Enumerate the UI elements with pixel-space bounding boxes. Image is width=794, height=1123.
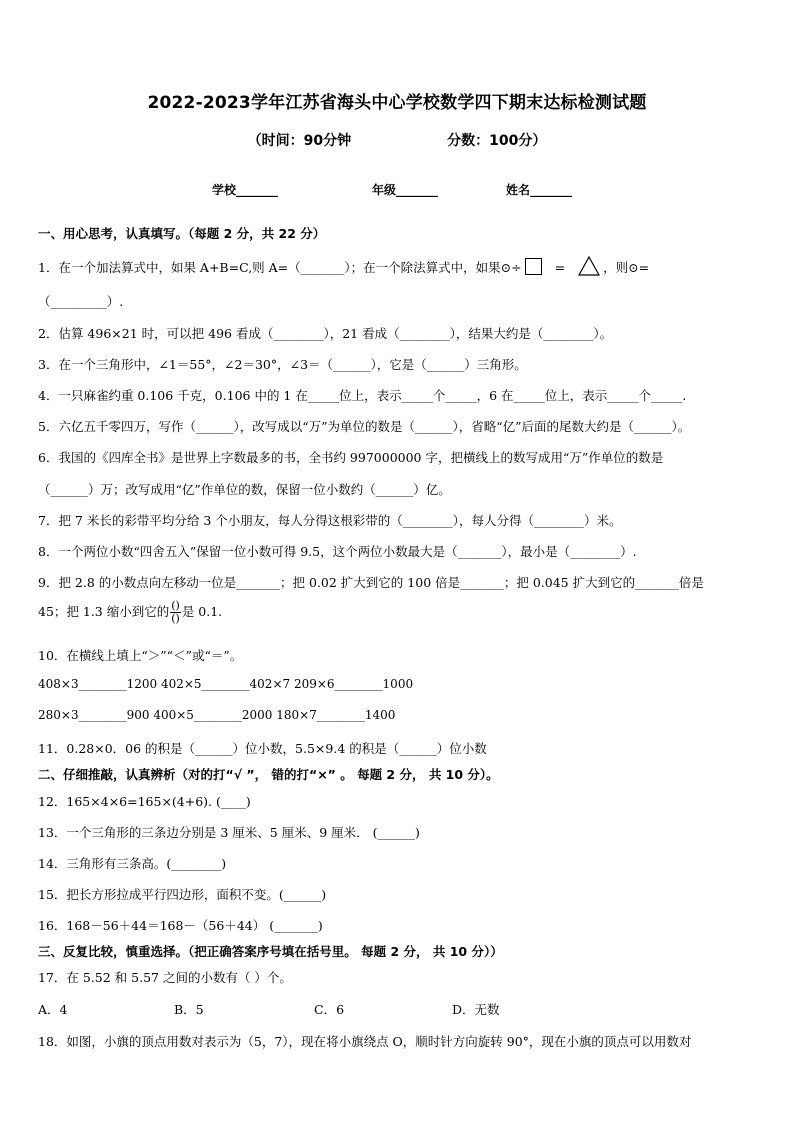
question-12: 12．165×4×6=165×(4+6). (____) [38,794,251,809]
option-b: B．5 [174,1002,204,1017]
question-1-cont: （_________）. [38,294,124,309]
option-a: A．4 [38,1002,68,1017]
school-field[interactable]: 学校_______ [212,183,279,197]
option-d: D．无数 [452,1002,500,1017]
question-6-cont: （______）万；改写成用“亿”作单位的数，保留一位小数约（______）亿。 [38,482,451,497]
question-9: 9．把 2.8 的小数点向左移动一位是_______；把 0.02 扩大到它的 100 倍是_______；把 0.045 扩大到它的_______倍是 [38,575,704,590]
question-2: 2．估算 496×21 时，可以把 496 看成（________），21 看成（________），结果大约是（________）。 [38,326,613,341]
section-heading-1: 一、用心思考，认真填写。（每题 2 分，共 22 分） [38,226,326,241]
question-1: 1．在一个加法算式中，如果 A+B=C,则 A=（_______）；在一个除法算式中，如果⊙÷ = ，则⊙= [38,256,649,276]
question-14: 14．三角形有三条高。(________) [38,856,227,871]
question-3: 3．在一个三角形中，∠1＝55°，∠2＝30°，∠3＝（______），它是（______）三角形。 [38,357,527,372]
question-15: 15．把长方形拉成平行四边形，面积不变。(______) [38,887,327,902]
grade-field[interactable]: 年级_______ [372,183,439,197]
section-heading-3: 三、反复比较，慎重选择。（把正确答案序号填在括号里。 每题 2 分， 共 10 分）） [38,944,503,959]
option-c: C．6 [314,1002,345,1017]
question-16: 16．168－56＋44＝168－（56＋44） (_______) [38,918,323,933]
question-9-cont: 45；把 1.3 缩小到它的 $\frac{()}{()}$ 是 0.1. [38,599,223,625]
name-field[interactable]: 姓名_______ [506,183,573,197]
question-4: 4．一只麻雀约重 0.106 千克，0.106 中的 1 在_____位上，表示_____个_____，6 在_____位上，表示_____个_____. [38,388,687,403]
question-10: 10．在横线上填上“＞”“＜”或“＝”。 [38,648,243,663]
question-8: 8．一个两位小数“四舍五入”保留一位小数可得 9.5，这个两位小数最大是（_______），最小是（________）. [38,544,637,559]
triangle-symbol [578,256,600,276]
section-heading-2: 二、仔细推敲，认真辨析（对的打“√ ”， 错的打“×” 。 每题 2 分， 共 10 分）。 [38,767,499,782]
question-5: 5．六亿五千零四万，写作（______），改写成以“万”为单位的数是（______），省略“亿”后面的尾数大约是（______）。 [38,419,691,434]
fraction: $\frac{()}{()}$ [171,599,180,625]
exam-score: 分数：100分） [447,133,547,149]
question-13: 13．一个三角形的三条边分别是 3 厘米、5 厘米、9 厘米． (______) [38,825,420,840]
question-18: 18．如图，小旗的顶点用数对表示为（5，7），现在将小旗绕点 O，顺时针方向旋转 90°，现在小旗的顶点可以用数对 [38,1034,692,1049]
question-11: 11．0.28×0．06 的积是（______）位小数，5.5×9.4 的积是（______）位小数 [38,741,487,756]
square-symbol [525,258,542,275]
question-7: 7．把 7 米长的彩带平均分给 3 个小朋友，每人分得这根彩带的（________），每人分得（________）米。 [38,513,622,528]
exam-time: （时间：90分钟 [247,133,352,149]
question-17: 17．在 5.52 和 5.57 之间的小数有（ ）个。 [38,970,292,985]
question-10-row-1: 408×3________1200 402×5________402×7 209×6________1000 [38,677,414,691]
exam-info [0,130,794,150]
question-10-row-2: 280×3________900 400×5________2000 180×7________1400 [38,708,396,722]
question-6: 6．我国的《四库全书》是世界上字数最多的书，全书约 997000000 字，把横线上的数写成用“万”作单位的数是 [38,450,664,465]
page-title: 2022-2023学年江苏省海头中心学校数学四下期末达标检测试题 [147,93,647,113]
